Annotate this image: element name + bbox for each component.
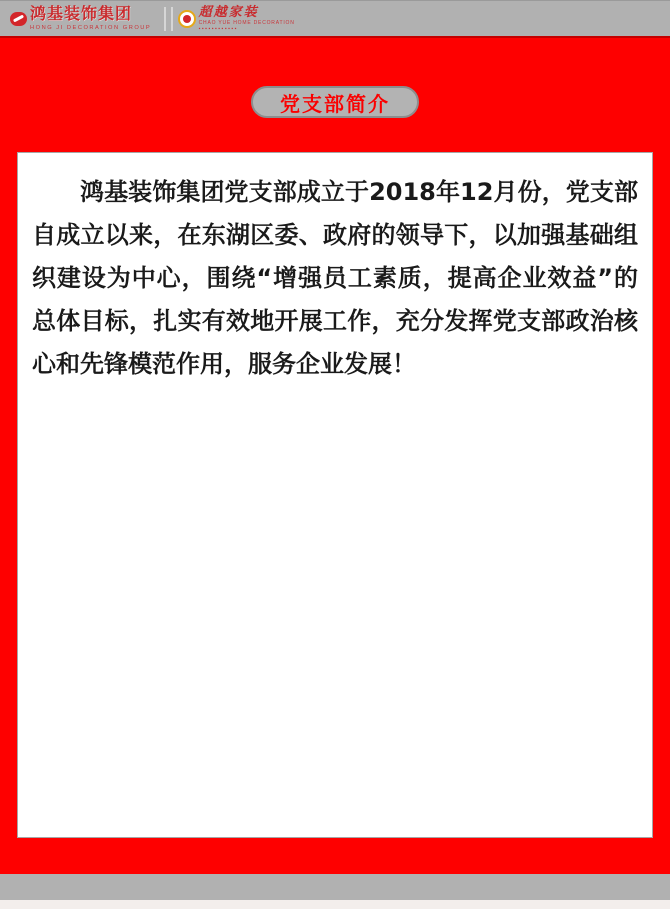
company-logo-icon [10, 12, 27, 26]
footer-gray-band [0, 874, 670, 900]
logo-divider [164, 7, 173, 31]
header-bar [0, 0, 670, 36]
brand-logo [178, 6, 295, 32]
brand-logo-badge-icon [178, 10, 196, 28]
brand-logo-subtitle: CHAO YUE HOME DECORATION [198, 19, 295, 26]
company-logo-title: 鸿基装饰集团 [30, 5, 133, 23]
intro-content-box [17, 152, 653, 838]
intro-paragraph: 鸿基装饰集团党支部成立于2018年12月份，党支部自成立以来，在东湖区委、政府的领导下，以加强基础组织建设为中心，围绕“增强员工素质，提高企业效益”的总体目标，扎实有效地开展工作，充分发挥党支部政治核心和先锋模范作用，服务企业发展！ [32, 178, 638, 378]
section-title: 党支部简介 [280, 93, 390, 116]
brand-logo-title: 超越家装 [198, 4, 259, 20]
brand-logo-microtext: ▪▪▪▪▪▪▪▪▪▪▪▪ [198, 25, 238, 32]
company-logo-subtitle: HONG JI DECORATION GROUP [30, 24, 152, 31]
red-background [0, 36, 670, 874]
section-title-badge [251, 86, 419, 118]
footer-light-strip [0, 900, 670, 909]
company-logo [10, 7, 158, 31]
